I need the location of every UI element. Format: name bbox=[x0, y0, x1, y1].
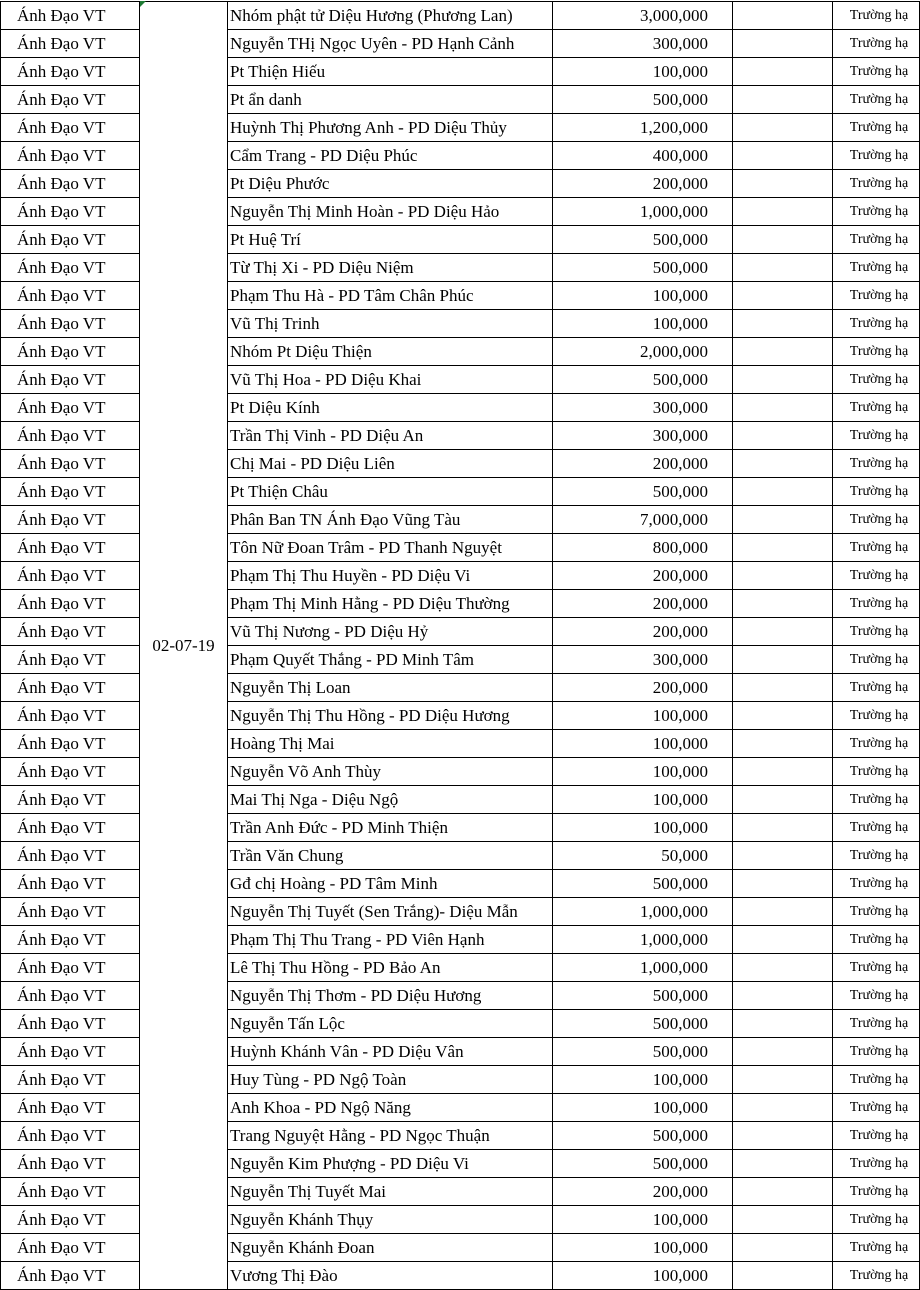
amount-cell[interactable]: 500,000 bbox=[553, 1038, 733, 1066]
donor-name-cell[interactable]: Lê Thị Thu Hồng - PD Bảo An bbox=[228, 954, 553, 982]
program-cell[interactable]: Trường hạ bbox=[833, 1010, 920, 1038]
branch-cell[interactable]: Ánh Đạo VT bbox=[1, 758, 140, 786]
program-cell[interactable]: Trường hạ bbox=[833, 982, 920, 1010]
note-cell[interactable] bbox=[733, 1178, 833, 1206]
note-cell[interactable] bbox=[733, 394, 833, 422]
table-row bbox=[1, 1094, 920, 1122]
table-row bbox=[1, 254, 920, 282]
program-cell[interactable]: Trường hạ bbox=[833, 86, 920, 114]
note-cell[interactable] bbox=[733, 646, 833, 674]
amount-cell[interactable]: 1,000,000 bbox=[553, 926, 733, 954]
donor-name-cell[interactable]: Huy Tùng - PD Ngộ Toàn bbox=[228, 1066, 553, 1094]
note-cell[interactable] bbox=[733, 478, 833, 506]
donor-name-cell[interactable]: Nguyễn Thị Minh Hoàn - PD Diệu Hảo bbox=[228, 198, 553, 226]
table-row bbox=[1, 338, 920, 366]
note-cell[interactable] bbox=[733, 786, 833, 814]
program-cell[interactable]: Trường hạ bbox=[833, 562, 920, 590]
amount-cell[interactable]: 500,000 bbox=[553, 226, 733, 254]
amount-cell[interactable]: 500,000 bbox=[553, 254, 733, 282]
table-row bbox=[1, 170, 920, 198]
amount-cell[interactable]: 500,000 bbox=[553, 870, 733, 898]
branch-cell[interactable]: Ánh Đạo VT bbox=[1, 982, 140, 1010]
program-cell[interactable]: Trường hạ bbox=[833, 814, 920, 842]
table-row bbox=[1, 282, 920, 310]
branch-cell[interactable]: Ánh Đạo VT bbox=[1, 842, 140, 870]
branch-cell[interactable]: Ánh Đạo VT bbox=[1, 1262, 140, 1290]
amount-cell[interactable]: 100,000 bbox=[553, 1262, 733, 1290]
donor-name-cell[interactable]: Nguyễn Thị Thơm - PD Diệu Hương bbox=[228, 982, 553, 1010]
donation-table-body bbox=[1, 2, 920, 1290]
table-row bbox=[1, 1150, 920, 1178]
program-cell[interactable]: Trường hạ bbox=[833, 142, 920, 170]
program-cell[interactable]: Trường hạ bbox=[833, 394, 920, 422]
branch-cell[interactable]: Ánh Đạo VT bbox=[1, 282, 140, 310]
donor-name-cell[interactable]: Pt Diệu Phước bbox=[228, 170, 553, 198]
table-row bbox=[1, 310, 920, 338]
program-cell[interactable]: Trường hạ bbox=[833, 898, 920, 926]
program-cell[interactable]: Trường hạ bbox=[833, 1094, 920, 1122]
note-cell[interactable] bbox=[733, 982, 833, 1010]
branch-cell[interactable]: Ánh Đạo VT bbox=[1, 618, 140, 646]
program-cell[interactable]: Trường hạ bbox=[833, 1178, 920, 1206]
branch-cell[interactable]: Ánh Đạo VT bbox=[1, 254, 140, 282]
program-cell[interactable]: Trường hạ bbox=[833, 1066, 920, 1094]
note-cell[interactable] bbox=[733, 226, 833, 254]
note-cell[interactable] bbox=[733, 674, 833, 702]
branch-cell[interactable]: Ánh Đạo VT bbox=[1, 338, 140, 366]
note-cell[interactable] bbox=[733, 954, 833, 982]
branch-cell[interactable]: Ánh Đạo VT bbox=[1, 1206, 140, 1234]
branch-cell[interactable]: Ánh Đạo VT bbox=[1, 898, 140, 926]
note-cell[interactable] bbox=[733, 1066, 833, 1094]
donor-name-cell[interactable]: Phạm Thị Thu Huyền - PD Diệu Vi bbox=[228, 562, 553, 590]
amount-cell[interactable]: 50,000 bbox=[553, 842, 733, 870]
donor-name-cell[interactable]: Nhóm Pt Diệu Thiện bbox=[228, 338, 553, 366]
donor-name-cell[interactable]: Mai Thị Nga - Diệu Ngộ bbox=[228, 786, 553, 814]
branch-cell[interactable]: Ánh Đạo VT bbox=[1, 1010, 140, 1038]
branch-cell[interactable]: Ánh Đạo VT bbox=[1, 30, 140, 58]
donor-name-cell[interactable]: Chị Mai - PD Diệu Liên bbox=[228, 450, 553, 478]
amount-cell[interactable]: 100,000 bbox=[553, 1094, 733, 1122]
table-row bbox=[1, 30, 920, 58]
program-cell[interactable]: Trường hạ bbox=[833, 674, 920, 702]
table-row bbox=[1, 730, 920, 758]
note-cell[interactable] bbox=[733, 282, 833, 310]
branch-cell[interactable]: Ánh Đạo VT bbox=[1, 114, 140, 142]
branch-cell[interactable]: Ánh Đạo VT bbox=[1, 1122, 140, 1150]
amount-cell[interactable]: 100,000 bbox=[553, 1234, 733, 1262]
amount-cell[interactable]: 300,000 bbox=[553, 30, 733, 58]
table-row bbox=[1, 226, 920, 254]
amount-cell[interactable]: 100,000 bbox=[553, 702, 733, 730]
program-cell[interactable]: Trường hạ bbox=[833, 366, 920, 394]
amount-cell[interactable]: 300,000 bbox=[553, 646, 733, 674]
note-cell[interactable] bbox=[733, 198, 833, 226]
donor-name-cell[interactable]: Anh Khoa - PD Ngộ Năng bbox=[228, 1094, 553, 1122]
note-cell[interactable] bbox=[733, 310, 833, 338]
table-row bbox=[1, 590, 920, 618]
note-cell[interactable] bbox=[733, 1150, 833, 1178]
donor-name-cell[interactable]: Nguyễn Thị Tuyết (Sen Trắng)- Diệu Mẫn bbox=[228, 898, 553, 926]
program-cell[interactable]: Trường hạ bbox=[833, 170, 920, 198]
branch-cell[interactable]: Ánh Đạo VT bbox=[1, 142, 140, 170]
note-cell[interactable] bbox=[733, 450, 833, 478]
program-cell[interactable]: Trường hạ bbox=[833, 450, 920, 478]
note-cell[interactable] bbox=[733, 2, 833, 30]
amount-cell[interactable]: 200,000 bbox=[553, 1178, 733, 1206]
note-cell[interactable] bbox=[733, 1234, 833, 1262]
program-cell[interactable]: Trường hạ bbox=[833, 422, 920, 450]
donor-name-cell[interactable]: Nguyễn Kim Phượng - PD Diệu Vi bbox=[228, 1150, 553, 1178]
note-cell[interactable] bbox=[733, 422, 833, 450]
note-cell[interactable] bbox=[733, 58, 833, 86]
amount-cell[interactable]: 100,000 bbox=[553, 758, 733, 786]
branch-cell[interactable]: Ánh Đạo VT bbox=[1, 1234, 140, 1262]
program-cell[interactable]: Trường hạ bbox=[833, 30, 920, 58]
donor-name-cell[interactable]: Nguyễn Thị Loan bbox=[228, 674, 553, 702]
table-row bbox=[1, 142, 920, 170]
program-cell[interactable]: Trường hạ bbox=[833, 1234, 920, 1262]
amount-cell[interactable]: 300,000 bbox=[553, 394, 733, 422]
donor-name-cell[interactable]: Vũ Thị Nương - PD Diệu Hỷ bbox=[228, 618, 553, 646]
donor-name-cell[interactable]: Từ Thị Xi - PD Diệu Niệm bbox=[228, 254, 553, 282]
donor-name-cell[interactable]: Trần Văn Chung bbox=[228, 842, 553, 870]
table-row bbox=[1, 982, 920, 1010]
branch-cell[interactable]: Ánh Đạo VT bbox=[1, 814, 140, 842]
program-cell[interactable]: Trường hạ bbox=[833, 618, 920, 646]
note-cell[interactable] bbox=[733, 814, 833, 842]
amount-cell[interactable]: 400,000 bbox=[553, 142, 733, 170]
branch-cell[interactable]: Ánh Đạo VT bbox=[1, 1038, 140, 1066]
program-cell[interactable]: Trường hạ bbox=[833, 730, 920, 758]
program-cell[interactable]: Trường hạ bbox=[833, 2, 920, 30]
branch-cell[interactable]: Ánh Đạo VT bbox=[1, 702, 140, 730]
branch-cell[interactable]: Ánh Đạo VT bbox=[1, 394, 140, 422]
note-cell[interactable] bbox=[733, 870, 833, 898]
table-row bbox=[1, 758, 920, 786]
note-cell[interactable] bbox=[733, 1122, 833, 1150]
date-cell[interactable]: 02-07-19 bbox=[140, 2, 228, 1290]
program-cell[interactable]: Trường hạ bbox=[833, 1262, 920, 1290]
note-cell[interactable] bbox=[733, 898, 833, 926]
amount-cell[interactable]: 200,000 bbox=[553, 674, 733, 702]
branch-cell[interactable]: Ánh Đạo VT bbox=[1, 646, 140, 674]
amount-cell[interactable]: 500,000 bbox=[553, 366, 733, 394]
program-cell[interactable]: Trường hạ bbox=[833, 786, 920, 814]
program-cell[interactable]: Trường hạ bbox=[833, 646, 920, 674]
note-cell[interactable] bbox=[733, 618, 833, 646]
program-cell[interactable]: Trường hạ bbox=[833, 842, 920, 870]
branch-cell[interactable]: Ánh Đạo VT bbox=[1, 198, 140, 226]
donor-name-cell[interactable]: Phạm Thị Thu Trang - PD Viên Hạnh bbox=[228, 926, 553, 954]
amount-cell[interactable]: 2,000,000 bbox=[553, 338, 733, 366]
cell-marker-icon bbox=[140, 1, 146, 7]
branch-cell[interactable]: Ánh Đạo VT bbox=[1, 422, 140, 450]
note-cell[interactable] bbox=[733, 842, 833, 870]
table-row bbox=[1, 198, 920, 226]
note-cell[interactable] bbox=[733, 338, 833, 366]
donor-name-cell[interactable]: Nguyễn Khánh Thụy bbox=[228, 1206, 553, 1234]
table-row bbox=[1, 422, 920, 450]
program-cell[interactable]: Trường hạ bbox=[833, 310, 920, 338]
program-cell[interactable]: Trường hạ bbox=[833, 758, 920, 786]
branch-cell[interactable]: Ánh Đạo VT bbox=[1, 2, 140, 30]
branch-cell[interactable]: Ánh Đạo VT bbox=[1, 534, 140, 562]
amount-cell[interactable]: 200,000 bbox=[553, 562, 733, 590]
program-cell[interactable]: Trường hạ bbox=[833, 954, 920, 982]
table-row bbox=[1, 1010, 920, 1038]
table-row bbox=[1, 1038, 920, 1066]
donor-name-cell[interactable]: Pt Huệ Trí bbox=[228, 226, 553, 254]
table-row bbox=[1, 2, 920, 30]
donor-name-cell[interactable]: Phạm Thị Minh Hằng - PD Diệu Thường bbox=[228, 590, 553, 618]
donor-name-cell[interactable]: Nguyễn THị Ngọc Uyên - PD Hạnh Cảnh bbox=[228, 30, 553, 58]
program-cell[interactable]: Trường hạ bbox=[833, 1150, 920, 1178]
branch-cell[interactable]: Ánh Đạo VT bbox=[1, 58, 140, 86]
donor-name-cell[interactable]: Nhóm phật tử Diệu Hương (Phương Lan) bbox=[228, 2, 553, 30]
table-row bbox=[1, 1178, 920, 1206]
table-row bbox=[1, 1262, 920, 1290]
branch-cell[interactable]: Ánh Đạo VT bbox=[1, 1178, 140, 1206]
table-row bbox=[1, 366, 920, 394]
amount-cell[interactable]: 500,000 bbox=[553, 1150, 733, 1178]
table-row bbox=[1, 1206, 920, 1234]
amount-cell[interactable]: 200,000 bbox=[553, 450, 733, 478]
donor-name-cell[interactable]: Nguyễn Thị Tuyết Mai bbox=[228, 1178, 553, 1206]
branch-cell[interactable]: Ánh Đạo VT bbox=[1, 310, 140, 338]
note-cell[interactable] bbox=[733, 1094, 833, 1122]
donor-name-cell[interactable]: Pt Diệu Kính bbox=[228, 394, 553, 422]
donor-name-cell[interactable]: Huỳnh Khánh Vân - PD Diệu Vân bbox=[228, 1038, 553, 1066]
table-row bbox=[1, 786, 920, 814]
table-row bbox=[1, 394, 920, 422]
program-cell[interactable]: Trường hạ bbox=[833, 1038, 920, 1066]
table-row bbox=[1, 562, 920, 590]
donor-name-cell[interactable]: Phạm Thu Hà - PD Tâm Chân Phúc bbox=[228, 282, 553, 310]
program-cell[interactable]: Trường hạ bbox=[833, 198, 920, 226]
note-cell[interactable] bbox=[733, 702, 833, 730]
amount-cell[interactable]: 500,000 bbox=[553, 982, 733, 1010]
amount-cell[interactable]: 100,000 bbox=[553, 786, 733, 814]
table-row bbox=[1, 1234, 920, 1262]
note-cell[interactable] bbox=[733, 1206, 833, 1234]
branch-cell[interactable]: Ánh Đạo VT bbox=[1, 170, 140, 198]
note-cell[interactable] bbox=[733, 926, 833, 954]
amount-cell[interactable]: 500,000 bbox=[553, 1122, 733, 1150]
amount-cell[interactable]: 1,000,000 bbox=[553, 898, 733, 926]
note-cell[interactable] bbox=[733, 142, 833, 170]
program-cell[interactable]: Trường hạ bbox=[833, 702, 920, 730]
note-cell[interactable] bbox=[733, 1038, 833, 1066]
donor-name-cell[interactable]: Nguyễn Tấn Lộc bbox=[228, 1010, 553, 1038]
branch-cell[interactable]: Ánh Đạo VT bbox=[1, 1150, 140, 1178]
amount-cell[interactable]: 3,000,000 bbox=[553, 2, 733, 30]
table-row bbox=[1, 814, 920, 842]
program-cell[interactable]: Trường hạ bbox=[833, 870, 920, 898]
note-cell[interactable] bbox=[733, 254, 833, 282]
program-cell[interactable]: Trường hạ bbox=[833, 926, 920, 954]
note-cell[interactable] bbox=[733, 30, 833, 58]
branch-cell[interactable]: Ánh Đạo VT bbox=[1, 478, 140, 506]
table-row bbox=[1, 702, 920, 730]
table-row bbox=[1, 646, 920, 674]
table-row bbox=[1, 506, 920, 534]
amount-cell[interactable]: 1,000,000 bbox=[553, 198, 733, 226]
table-row bbox=[1, 926, 920, 954]
branch-cell[interactable]: Ánh Đạo VT bbox=[1, 506, 140, 534]
table-row bbox=[1, 534, 920, 562]
amount-cell[interactable]: 500,000 bbox=[553, 478, 733, 506]
amount-cell[interactable]: 100,000 bbox=[553, 1066, 733, 1094]
amount-cell[interactable]: 100,000 bbox=[553, 282, 733, 310]
note-cell[interactable] bbox=[733, 590, 833, 618]
branch-cell[interactable]: Ánh Đạo VT bbox=[1, 1066, 140, 1094]
program-cell[interactable]: Trường hạ bbox=[833, 1206, 920, 1234]
note-cell[interactable] bbox=[733, 506, 833, 534]
donor-name-cell[interactable]: Tôn Nữ Đoan Trâm - PD Thanh Nguyệt bbox=[228, 534, 553, 562]
program-cell[interactable]: Trường hạ bbox=[833, 226, 920, 254]
amount-cell[interactable]: 1,200,000 bbox=[553, 114, 733, 142]
table-row bbox=[1, 86, 920, 114]
table-row bbox=[1, 450, 920, 478]
program-cell[interactable]: Trường hạ bbox=[833, 58, 920, 86]
donor-name-cell[interactable]: Nguyễn Thị Thu Hồng - PD Diệu Hương bbox=[228, 702, 553, 730]
donor-name-cell[interactable]: Pt ẩn danh bbox=[228, 86, 553, 114]
donor-name-cell[interactable]: Phân Ban TN Ánh Đạo Vũng Tàu bbox=[228, 506, 553, 534]
donor-name-cell[interactable]: Nguyễn Võ Anh Thùy bbox=[228, 758, 553, 786]
donor-name-cell[interactable]: Trang Nguyệt Hằng - PD Ngọc Thuận bbox=[228, 1122, 553, 1150]
table-row bbox=[1, 1122, 920, 1150]
program-cell[interactable]: Trường hạ bbox=[833, 478, 920, 506]
branch-cell[interactable]: Ánh Đạo VT bbox=[1, 674, 140, 702]
note-cell[interactable] bbox=[733, 1010, 833, 1038]
amount-cell[interactable]: 500,000 bbox=[553, 1010, 733, 1038]
table-row bbox=[1, 954, 920, 982]
note-cell[interactable] bbox=[733, 114, 833, 142]
donor-name-cell[interactable]: Phạm Quyết Thắng - PD Minh Tâm bbox=[228, 646, 553, 674]
program-cell[interactable]: Trường hạ bbox=[833, 506, 920, 534]
branch-cell[interactable]: Ánh Đạo VT bbox=[1, 366, 140, 394]
donor-name-cell[interactable]: Vũ Thị Trinh bbox=[228, 310, 553, 338]
donor-name-cell[interactable]: Trần Thị Vinh - PD Diệu An bbox=[228, 422, 553, 450]
branch-cell[interactable]: Ánh Đạo VT bbox=[1, 562, 140, 590]
note-cell[interactable] bbox=[733, 562, 833, 590]
program-cell[interactable]: Trường hạ bbox=[833, 1122, 920, 1150]
branch-cell[interactable]: Ánh Đạo VT bbox=[1, 86, 140, 114]
program-cell[interactable]: Trường hạ bbox=[833, 114, 920, 142]
branch-cell[interactable]: Ánh Đạo VT bbox=[1, 926, 140, 954]
donor-name-cell[interactable]: Gđ chị Hoàng - PD Tâm Minh bbox=[228, 870, 553, 898]
amount-cell[interactable]: 100,000 bbox=[553, 58, 733, 86]
note-cell[interactable] bbox=[733, 758, 833, 786]
table-row bbox=[1, 58, 920, 86]
branch-cell[interactable]: Ánh Đạo VT bbox=[1, 226, 140, 254]
donor-name-cell[interactable]: Pt Thiện Hiếu bbox=[228, 58, 553, 86]
amount-cell[interactable]: 100,000 bbox=[553, 814, 733, 842]
table-row bbox=[1, 114, 920, 142]
branch-cell[interactable]: Ánh Đạo VT bbox=[1, 450, 140, 478]
amount-cell[interactable]: 800,000 bbox=[553, 534, 733, 562]
program-cell[interactable]: Trường hạ bbox=[833, 534, 920, 562]
table-row bbox=[1, 842, 920, 870]
amount-cell[interactable]: 1,000,000 bbox=[553, 954, 733, 982]
program-cell[interactable]: Trường hạ bbox=[833, 282, 920, 310]
donor-name-cell[interactable]: Nguyễn Khánh Đoan bbox=[228, 1234, 553, 1262]
table-row bbox=[1, 674, 920, 702]
table-row bbox=[1, 618, 920, 646]
amount-cell[interactable]: 200,000 bbox=[553, 590, 733, 618]
table-row bbox=[1, 478, 920, 506]
donor-name-cell[interactable]: Vũ Thị Hoa - PD Diệu Khai bbox=[228, 366, 553, 394]
program-cell[interactable]: Trường hạ bbox=[833, 338, 920, 366]
note-cell[interactable] bbox=[733, 170, 833, 198]
branch-cell[interactable]: Ánh Đạo VT bbox=[1, 1094, 140, 1122]
amount-cell[interactable]: 500,000 bbox=[553, 86, 733, 114]
donor-name-cell[interactable]: Pt Thiện Châu bbox=[228, 478, 553, 506]
amount-cell[interactable]: 100,000 bbox=[553, 310, 733, 338]
branch-cell[interactable]: Ánh Đạo VT bbox=[1, 590, 140, 618]
program-cell[interactable]: Trường hạ bbox=[833, 254, 920, 282]
amount-cell[interactable]: 200,000 bbox=[553, 170, 733, 198]
donation-table bbox=[0, 1, 920, 1290]
note-cell[interactable] bbox=[733, 1262, 833, 1290]
note-cell[interactable] bbox=[733, 730, 833, 758]
note-cell[interactable] bbox=[733, 366, 833, 394]
note-cell[interactable] bbox=[733, 86, 833, 114]
branch-cell[interactable]: Ánh Đạo VT bbox=[1, 870, 140, 898]
amount-cell[interactable]: 100,000 bbox=[553, 1206, 733, 1234]
table-row bbox=[1, 870, 920, 898]
table-row bbox=[1, 1066, 920, 1094]
amount-cell[interactable]: 7,000,000 bbox=[553, 506, 733, 534]
amount-cell[interactable]: 200,000 bbox=[553, 618, 733, 646]
note-cell[interactable] bbox=[733, 534, 833, 562]
donor-name-cell[interactable]: Cẩm Trang - PD Diệu Phúc bbox=[228, 142, 553, 170]
amount-cell[interactable]: 300,000 bbox=[553, 422, 733, 450]
program-cell[interactable]: Trường hạ bbox=[833, 590, 920, 618]
amount-cell[interactable]: 100,000 bbox=[553, 730, 733, 758]
donor-name-cell[interactable]: Hoàng Thị Mai bbox=[228, 730, 553, 758]
donor-name-cell[interactable]: Trần Anh Đức - PD Minh Thiện bbox=[228, 814, 553, 842]
branch-cell[interactable]: Ánh Đạo VT bbox=[1, 786, 140, 814]
donor-name-cell[interactable]: Vương Thị Đào bbox=[228, 1262, 553, 1290]
table-row bbox=[1, 898, 920, 926]
branch-cell[interactable]: Ánh Đạo VT bbox=[1, 730, 140, 758]
donor-name-cell[interactable]: Huỳnh Thị Phương Anh - PD Diệu Thủy bbox=[228, 114, 553, 142]
branch-cell[interactable]: Ánh Đạo VT bbox=[1, 954, 140, 982]
